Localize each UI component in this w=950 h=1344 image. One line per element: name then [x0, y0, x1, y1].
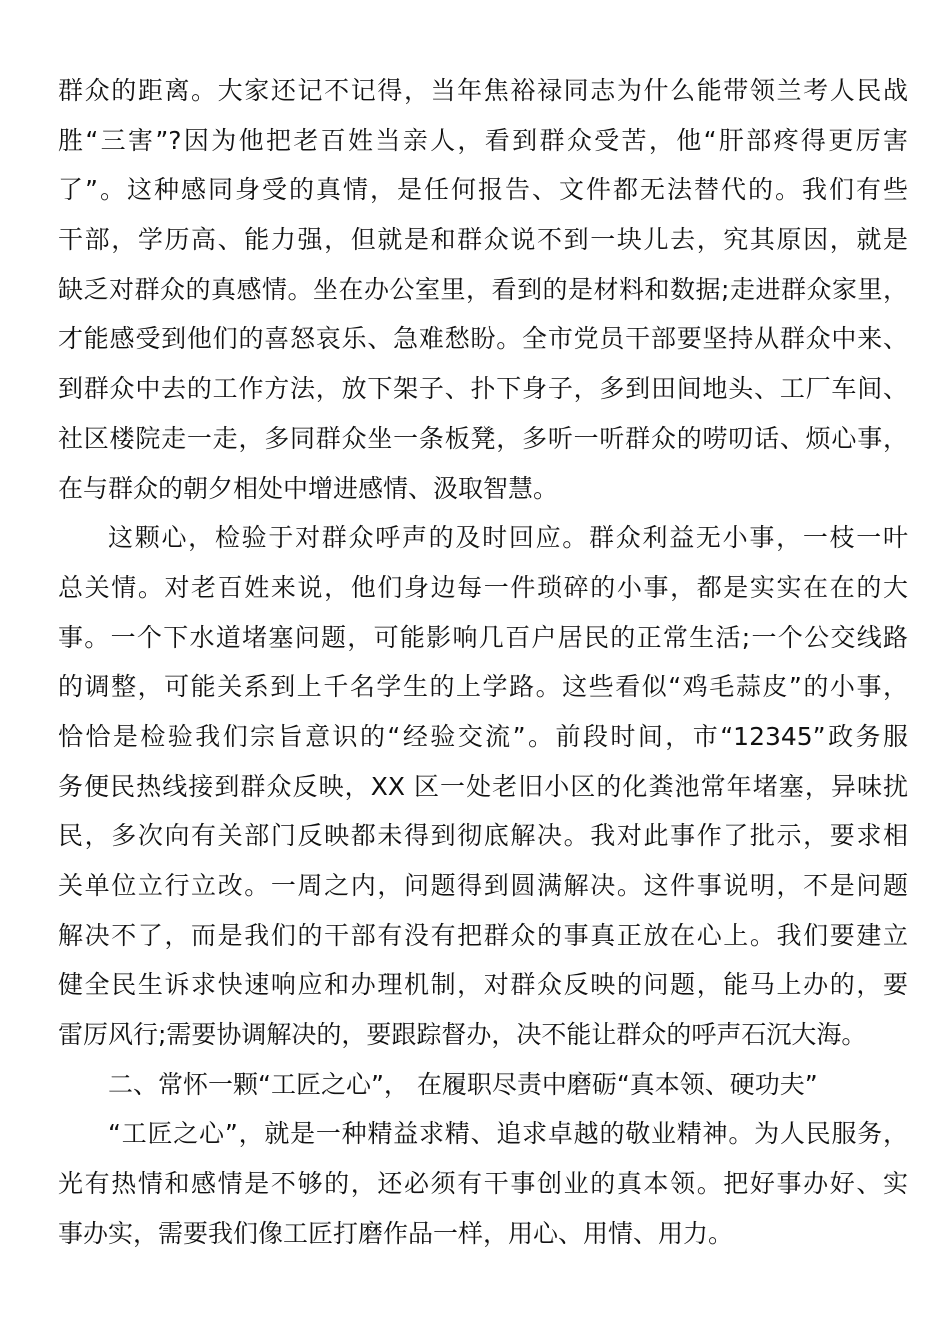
text-line: 群众的距离。大家还记不记得，当年焦裕禄同志为什么能带领兰考人民战	[58, 76, 908, 105]
paragraph-first-line: “工匠之心”，就是一种精益求精、追求卓越的敬业精神。为人民服务，	[108, 1119, 908, 1149]
text-line: 健全民生诉求快速响应和办理机制，对群众反映的问题，能马上办的，要	[58, 970, 908, 1000]
text-line: 关单位立行立改。一周之内，问题得到圆满解决。这件事说明，不是问题	[58, 871, 908, 900]
paragraph-first-line: 这颗心，检验于对群众呼声的及时回应。群众利益无小事，一枝一叶	[108, 523, 908, 553]
text-line: 的调整，可能关系到上千名学生的上学路。这些看似“鸡毛蒜皮”的小事，	[58, 672, 908, 702]
text-line: 到群众中去的工作方法，放下架子、扑下身子，多到田间地头、工厂车间、	[58, 374, 908, 404]
text-line: 光有热情和感情是不够的，还必须有干事创业的真本领。把好事办好、实	[58, 1169, 908, 1199]
text-line: 事。一个下水道堵塞问题，可能影响几百户居民的正常生活;一个公交线路	[58, 622, 908, 652]
text-line: 总关情。对老百姓来说，他们身边每一件琐碎的小事，都是实实在在的大	[58, 572, 908, 602]
text-line: 事办实，需要我们像工匠打磨作品一样，用心、用情、用力。	[58, 1218, 734, 1248]
text-line: 干部，学历高、能力强，但就是和群众说不到一块儿去，究其原因，就是	[58, 225, 908, 255]
text-line: 恰恰是检验我们宗旨意识的“经验交流”。前段时间，市“12345”政务服	[58, 721, 908, 751]
text-line: 才能感受到他们的喜怒哀乐、急难愁盼。全市党员干部要坚持从群众中来、	[58, 324, 908, 354]
text-line: 务便民热线接到群众反映，XX 区一处老旧小区的化粪池常年堵塞，异味扰	[58, 771, 908, 801]
text-line: 民，多次向有关部门反映都未得到彻底解决。我对此事作了批示，要求相	[58, 821, 908, 851]
text-line: 解决不了，而是我们的干部有没有把群众的事真正放在心上。我们要建立	[58, 920, 908, 950]
text-line: 社区楼院走一走，多同群众坐一条板凳，多听一听群众的唠叨话、烦心事，	[58, 423, 908, 453]
text-line: 雷厉风行;需要协调解决的，要跟踪督办，决不能让群众的呼声石沉大海。	[58, 1020, 867, 1050]
text-line: 胜“三害”?因为他把老百姓当亲人，看到群众受苦，他“肝部疼得更厉害	[58, 125, 908, 155]
section-heading: 二、常怀一颗“工匠之心”， 在履职尽责中磨砺“真本领、硬功夫”	[108, 1069, 818, 1099]
document-body	[58, 66, 908, 1259]
text-line: 缺乏对群众的真感情。坐在办公室里，看到的是材料和数据;走进群众家里，	[58, 274, 908, 304]
text-line: 在与群众的朝夕相处中增进感情、汲取智慧。	[58, 473, 559, 503]
text-line: 了”。这种感同身受的真情，是任何报告、文件都无法替代的。我们有些	[58, 175, 908, 205]
